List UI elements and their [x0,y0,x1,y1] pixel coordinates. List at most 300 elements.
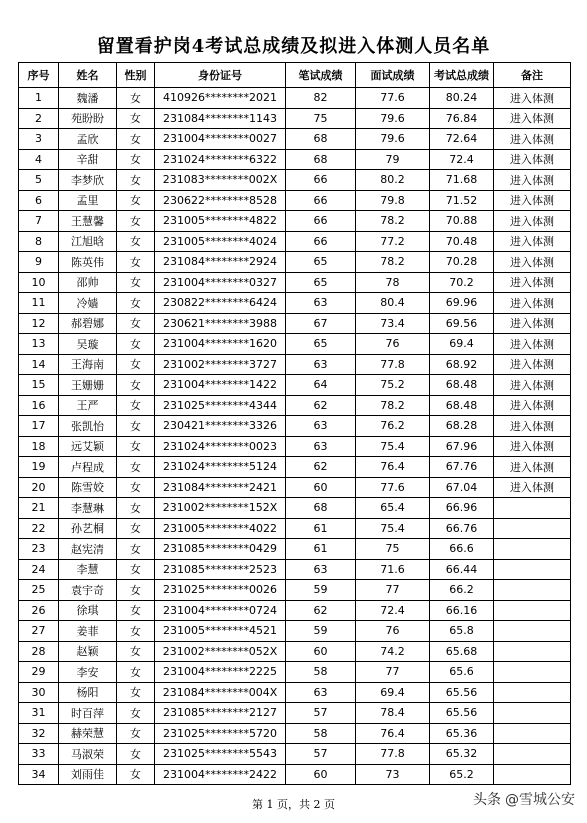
cell-id: 231084********1143 [155,108,286,129]
cell-written: 63 [286,293,356,314]
cell-name: 郝碧娜 [59,313,117,334]
table-row [19,395,571,416]
cell-index: 21 [19,498,59,519]
cell-interview: 78.4 [356,703,430,724]
cell-gender: 女 [117,436,155,457]
table-row [19,436,571,457]
table-row [19,313,571,334]
cell-remark: 进入体测 [494,436,571,457]
col-header-index: 序号 [19,63,59,88]
table-row [19,662,571,683]
cell-total: 65.56 [430,703,494,724]
cell-gender: 女 [117,457,155,478]
cell-index: 16 [19,395,59,416]
cell-interview: 77 [356,662,430,683]
results-table [18,62,571,785]
table-row [19,559,571,580]
cell-id: 231024********5124 [155,457,286,478]
cell-remark: 进入体测 [494,395,571,416]
cell-index: 12 [19,313,59,334]
cell-id: 231004********0724 [155,600,286,621]
cell-written: 61 [286,539,356,560]
cell-name: 吴璇 [59,334,117,355]
table-row [19,252,571,273]
cell-written: 60 [286,641,356,662]
cell-gender: 女 [117,477,155,498]
cell-total: 65.8 [430,621,494,642]
cell-id: 231002********152X [155,498,286,519]
cell-remark [494,498,571,519]
cell-name: 杨阳 [59,682,117,703]
cell-interview: 78.2 [356,395,430,416]
col-header-remark: 备注 [494,63,571,88]
table-row [19,723,571,744]
page-footer: 第 1 页，共 2 页 [252,798,335,811]
cell-remark: 进入体测 [494,416,571,437]
cell-remark [494,744,571,765]
cell-id: 231024********0023 [155,436,286,457]
cell-id: 231004********1422 [155,375,286,396]
cell-total: 67.96 [430,436,494,457]
col-header-id: 身份证号 [155,63,286,88]
cell-gender: 女 [117,334,155,355]
cell-remark: 进入体测 [494,375,571,396]
cell-total: 76.84 [430,108,494,129]
cell-index: 20 [19,477,59,498]
cell-id: 231083********002X [155,170,286,191]
cell-written: 75 [286,108,356,129]
cell-index: 33 [19,744,59,765]
cell-gender: 女 [117,252,155,273]
cell-written: 64 [286,375,356,396]
cell-interview: 76.4 [356,457,430,478]
table-row [19,498,571,519]
cell-index: 17 [19,416,59,437]
cell-gender: 女 [117,662,155,683]
cell-interview: 74.2 [356,641,430,662]
cell-remark: 进入体测 [494,252,571,273]
cell-total: 66.44 [430,559,494,580]
cell-name: 邵帅 [59,272,117,293]
cell-name: 陈英伟 [59,252,117,273]
cell-total: 65.2 [430,764,494,785]
cell-index: 8 [19,231,59,252]
col-header-gender: 性别 [117,63,155,88]
cell-remark [494,559,571,580]
cell-total: 66.6 [430,539,494,560]
cell-written: 68 [286,498,356,519]
cell-remark: 进入体测 [494,354,571,375]
cell-index: 9 [19,252,59,273]
cell-interview: 77 [356,580,430,601]
cell-remark: 进入体测 [494,129,571,150]
cell-id: 231004********1620 [155,334,286,355]
cell-name: 马淑荣 [59,744,117,765]
cell-total: 72.4 [430,149,494,170]
cell-gender: 女 [117,293,155,314]
table-row [19,600,571,621]
cell-written: 58 [286,662,356,683]
cell-index: 34 [19,764,59,785]
table-row [19,580,571,601]
cell-id: 231002********052X [155,641,286,662]
cell-interview: 77.8 [356,354,430,375]
cell-interview: 75.4 [356,518,430,539]
cell-total: 70.48 [430,231,494,252]
cell-interview: 76 [356,334,430,355]
cell-id: 231025********5720 [155,723,286,744]
cell-total: 80.24 [430,88,494,109]
cell-id: 231004********0327 [155,272,286,293]
cell-written: 82 [286,88,356,109]
cell-total: 67.04 [430,477,494,498]
table-row [19,334,571,355]
cell-name: 徐琪 [59,600,117,621]
cell-written: 58 [286,723,356,744]
cell-total: 66.16 [430,600,494,621]
cell-interview: 73 [356,764,430,785]
cell-gender: 女 [117,703,155,724]
cell-total: 69.4 [430,334,494,355]
table-row [19,518,571,539]
cell-total: 69.96 [430,293,494,314]
cell-gender: 女 [117,313,155,334]
table-row [19,539,571,560]
cell-name: 李安 [59,662,117,683]
cell-written: 63 [286,682,356,703]
cell-gender: 女 [117,190,155,211]
cell-name: 刘雨佳 [59,764,117,785]
cell-total: 66.2 [430,580,494,601]
cell-interview: 77.2 [356,231,430,252]
table-row [19,108,571,129]
cell-gender: 女 [117,559,155,580]
cell-id: 230621********3988 [155,313,286,334]
cell-gender: 女 [117,723,155,744]
cell-remark [494,764,571,785]
cell-total: 70.88 [430,211,494,232]
col-header-total: 考试总成绩 [430,63,494,88]
cell-id: 231004********2225 [155,662,286,683]
cell-gender: 女 [117,211,155,232]
cell-id: 231002********3727 [155,354,286,375]
cell-total: 68.48 [430,375,494,396]
cell-interview: 79.6 [356,108,430,129]
table-row [19,457,571,478]
cell-remark: 进入体测 [494,190,571,211]
cell-gender: 女 [117,744,155,765]
cell-interview: 79.8 [356,190,430,211]
table-row [19,149,571,170]
cell-id: 230622********8528 [155,190,286,211]
cell-gender: 女 [117,518,155,539]
cell-name: 王海南 [59,354,117,375]
cell-interview: 65.4 [356,498,430,519]
cell-index: 15 [19,375,59,396]
cell-remark: 进入体测 [494,88,571,109]
cell-total: 65.36 [430,723,494,744]
cell-remark: 进入体测 [494,477,571,498]
cell-remark [494,641,571,662]
cell-remark: 进入体测 [494,313,571,334]
cell-gender: 女 [117,600,155,621]
cell-total: 68.28 [430,416,494,437]
cell-index: 29 [19,662,59,683]
cell-total: 66.76 [430,518,494,539]
cell-remark: 进入体测 [494,457,571,478]
watermark-source: 头条 [473,792,501,808]
cell-total: 70.28 [430,252,494,273]
cell-index: 13 [19,334,59,355]
table-row [19,744,571,765]
cell-total: 67.76 [430,457,494,478]
cell-gender: 女 [117,682,155,703]
cell-id: 231085********0429 [155,539,286,560]
cell-remark [494,723,571,744]
cell-remark [494,580,571,601]
table-row [19,190,571,211]
cell-remark [494,600,571,621]
cell-index: 23 [19,539,59,560]
cell-gender: 女 [117,354,155,375]
table-row [19,375,571,396]
cell-interview: 80.4 [356,293,430,314]
cell-written: 65 [286,252,356,273]
cell-gender: 女 [117,88,155,109]
cell-index: 19 [19,457,59,478]
cell-id: 230822********6424 [155,293,286,314]
cell-name: 孟里 [59,190,117,211]
cell-written: 68 [286,129,356,150]
cell-interview: 78.2 [356,211,430,232]
cell-remark [494,539,571,560]
cell-name: 张凯怡 [59,416,117,437]
cell-interview: 77.6 [356,88,430,109]
cell-id: 231004********0027 [155,129,286,150]
cell-interview: 76.4 [356,723,430,744]
cell-remark [494,518,571,539]
cell-interview: 78.2 [356,252,430,273]
cell-index: 7 [19,211,59,232]
cell-name: 卢程成 [59,457,117,478]
cell-interview: 76 [356,621,430,642]
cell-index: 11 [19,293,59,314]
cell-name: 王严 [59,395,117,416]
cell-written: 63 [286,436,356,457]
cell-gender: 女 [117,129,155,150]
cell-gender: 女 [117,416,155,437]
cell-gender: 女 [117,375,155,396]
cell-id: 231005********4521 [155,621,286,642]
cell-id: 231025********0026 [155,580,286,601]
cell-total: 70.2 [430,272,494,293]
document-title: 留置看护岗4考试总成绩及拟进入体测人员名单 [96,36,491,57]
cell-interview: 75 [356,539,430,560]
cell-total: 68.48 [430,395,494,416]
cell-written: 60 [286,477,356,498]
watermark [473,789,575,809]
cell-name: 孙艺桐 [59,518,117,539]
cell-gender: 女 [117,108,155,129]
cell-id: 231084********2421 [155,477,286,498]
cell-id: 410926********2021 [155,88,286,109]
table-row [19,170,571,191]
table-row [19,641,571,662]
cell-index: 25 [19,580,59,601]
cell-total: 68.92 [430,354,494,375]
cell-interview: 79.6 [356,129,430,150]
cell-remark [494,662,571,683]
cell-index: 26 [19,600,59,621]
cell-id: 231085********2127 [155,703,286,724]
cell-total: 65.6 [430,662,494,683]
cell-id: 231085********2523 [155,559,286,580]
cell-interview: 77.8 [356,744,430,765]
cell-index: 24 [19,559,59,580]
header-row [19,63,571,88]
cell-index: 3 [19,129,59,150]
table-row [19,703,571,724]
cell-interview: 76.2 [356,416,430,437]
cell-gender: 女 [117,395,155,416]
cell-interview: 75.2 [356,375,430,396]
col-header-name: 姓名 [59,63,117,88]
cell-id: 231084********004X [155,682,286,703]
cell-interview: 73.4 [356,313,430,334]
cell-total: 66.96 [430,498,494,519]
cell-remark: 进入体测 [494,231,571,252]
cell-name: 辛甜 [59,149,117,170]
cell-total: 65.68 [430,641,494,662]
cell-id: 231084********2924 [155,252,286,273]
cell-interview: 79 [356,149,430,170]
cell-written: 62 [286,600,356,621]
cell-remark [494,682,571,703]
cell-name: 魏潘 [59,88,117,109]
cell-name: 陈雪姣 [59,477,117,498]
col-header-written: 笔试成绩 [286,63,356,88]
cell-name: 冷嫱 [59,293,117,314]
cell-written: 59 [286,580,356,601]
table-row [19,231,571,252]
cell-name: 王慧馨 [59,211,117,232]
cell-gender: 女 [117,764,155,785]
cell-gender: 女 [117,149,155,170]
cell-index: 27 [19,621,59,642]
cell-name: 苑盼盼 [59,108,117,129]
cell-id: 231004********2422 [155,764,286,785]
cell-remark: 进入体测 [494,293,571,314]
cell-written: 57 [286,703,356,724]
cell-written: 66 [286,170,356,191]
cell-remark: 进入体测 [494,272,571,293]
cell-remark [494,703,571,724]
cell-name: 赵颖 [59,641,117,662]
cell-id: 231025********4344 [155,395,286,416]
cell-index: 14 [19,354,59,375]
cell-total: 65.32 [430,744,494,765]
cell-id: 230421********3326 [155,416,286,437]
cell-name: 赫荣慧 [59,723,117,744]
cell-name: 赵宪清 [59,539,117,560]
cell-interview: 71.6 [356,559,430,580]
cell-written: 66 [286,231,356,252]
cell-name: 李慧琳 [59,498,117,519]
cell-name: 袁宇奇 [59,580,117,601]
cell-index: 2 [19,108,59,129]
cell-gender: 女 [117,231,155,252]
cell-interview: 78 [356,272,430,293]
cell-name: 江旭晗 [59,231,117,252]
cell-name: 王姗姗 [59,375,117,396]
cell-interview: 80.2 [356,170,430,191]
cell-name: 孟欣 [59,129,117,150]
cell-remark: 进入体测 [494,149,571,170]
cell-index: 6 [19,190,59,211]
cell-written: 66 [286,211,356,232]
table-row [19,293,571,314]
cell-remark: 进入体测 [494,334,571,355]
cell-index: 1 [19,88,59,109]
cell-written: 63 [286,559,356,580]
cell-written: 57 [286,744,356,765]
cell-interview: 75.4 [356,436,430,457]
table-row [19,272,571,293]
cell-remark: 进入体测 [494,211,571,232]
cell-index: 10 [19,272,59,293]
cell-interview: 77.6 [356,477,430,498]
cell-total: 71.52 [430,190,494,211]
table-row [19,354,571,375]
col-header-interview: 面试成绩 [356,63,430,88]
cell-remark: 进入体测 [494,108,571,129]
cell-id: 231005********4024 [155,231,286,252]
cell-written: 65 [286,334,356,355]
cell-written: 59 [286,621,356,642]
cell-gender: 女 [117,272,155,293]
cell-written: 63 [286,416,356,437]
cell-index: 18 [19,436,59,457]
table-row [19,764,571,785]
table-row [19,129,571,150]
cell-written: 67 [286,313,356,334]
table-row [19,682,571,703]
cell-written: 60 [286,764,356,785]
cell-index: 22 [19,518,59,539]
cell-name: 李慧 [59,559,117,580]
cell-written: 62 [286,395,356,416]
cell-written: 66 [286,190,356,211]
cell-remark [494,621,571,642]
cell-total: 65.56 [430,682,494,703]
cell-gender: 女 [117,641,155,662]
table-row [19,621,571,642]
cell-name: 姜菲 [59,621,117,642]
table-row [19,88,571,109]
cell-gender: 女 [117,580,155,601]
cell-total: 71.68 [430,170,494,191]
cell-gender: 女 [117,170,155,191]
cell-index: 32 [19,723,59,744]
cell-interview: 72.4 [356,600,430,621]
cell-gender: 女 [117,498,155,519]
cell-id: 231005********4022 [155,518,286,539]
cell-written: 61 [286,518,356,539]
table-row [19,477,571,498]
cell-index: 4 [19,149,59,170]
cell-written: 63 [286,354,356,375]
cell-id: 231005********4822 [155,211,286,232]
